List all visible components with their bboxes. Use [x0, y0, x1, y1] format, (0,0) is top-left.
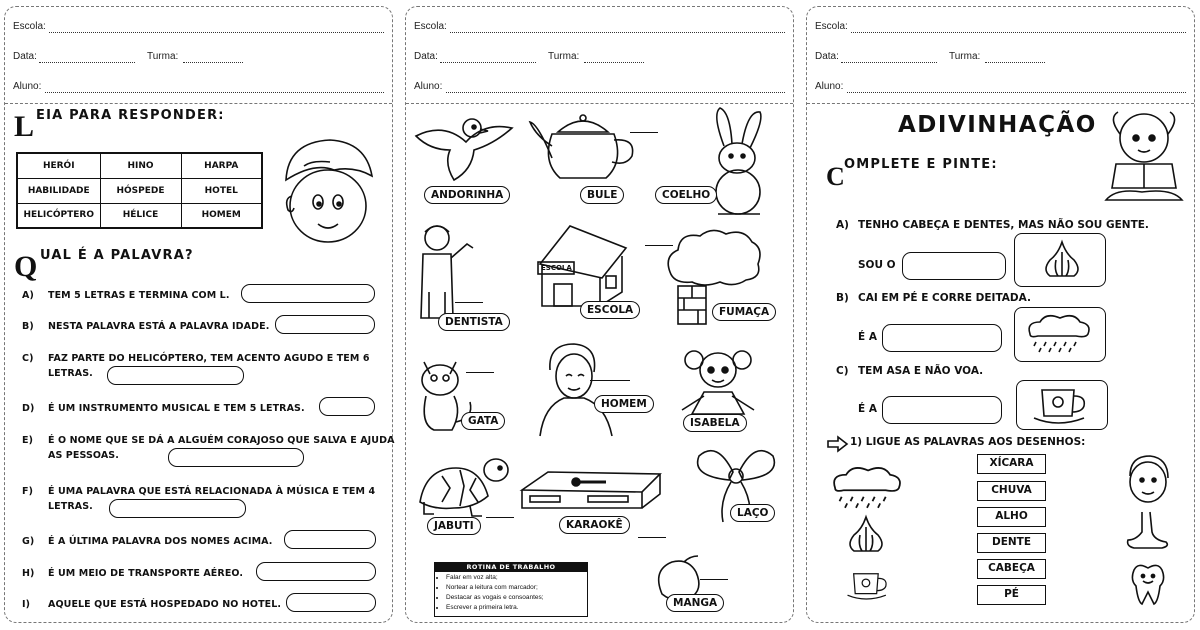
link-word[interactable]: CHUVA	[977, 481, 1046, 501]
class-label: Turma:	[147, 51, 179, 62]
answer-line[interactable]	[645, 245, 673, 246]
routine-item: • Falar em voz alta;	[446, 573, 587, 583]
section-title: OMPLETE E PINTE:	[844, 157, 998, 172]
word-cell: HÓSPEDE	[100, 178, 181, 203]
class-line[interactable]	[183, 62, 243, 63]
label-bule: BULE	[580, 186, 624, 204]
rain-cloud-icon	[830, 466, 904, 510]
riddle-answer-box-b[interactable]	[882, 324, 1002, 352]
student-label: Aluno:	[13, 81, 42, 92]
link-exercise-title: 1) LIGUE AS PALAVRAS AOS DESENHOS:	[850, 436, 1086, 448]
date-label: Data:	[414, 51, 438, 62]
subtitle-initial: C	[826, 162, 845, 191]
label-laco: LAÇO	[730, 504, 775, 522]
link-word[interactable]: PÉ	[977, 585, 1046, 605]
question-text: É O NOME QUE SE DÁ A ALGUÉM CORAJOSO QUE SALVA E AJUDA AS PESSOAS.	[48, 435, 395, 461]
date-line[interactable]	[39, 62, 135, 63]
student-label: Aluno:	[815, 81, 844, 92]
question-text: FAZ PARTE DO HELICÓPTERO, TEM ACENTO AGUDO E TEM 6 LETRAS.	[48, 353, 370, 379]
school-line[interactable]	[450, 32, 785, 33]
answer-box-a[interactable]	[241, 284, 375, 303]
cup-icon	[1032, 386, 1092, 426]
student-line[interactable]	[45, 92, 384, 93]
title-initial: L	[14, 110, 35, 143]
answer-box-f[interactable]	[109, 499, 246, 518]
word-cell: HERÓI	[17, 153, 100, 178]
garlic-icon	[846, 514, 886, 556]
question-text: NESTA PALAVRA ESTÁ A PALAVRA IDADE.	[48, 321, 270, 332]
answer-box-e[interactable]	[168, 448, 304, 467]
word-table	[16, 152, 263, 229]
cup-icon	[846, 568, 892, 604]
answer-line[interactable]	[466, 372, 494, 373]
school-label: Escola:	[815, 21, 848, 32]
link-word[interactable]: ALHO	[977, 507, 1046, 527]
answer-line[interactable]	[638, 537, 666, 538]
answer-line[interactable]	[630, 132, 658, 133]
boy-cap-illustration	[274, 136, 374, 246]
school-label: Escola:	[414, 21, 447, 32]
question-letter: A)	[22, 290, 34, 301]
word-cell: HELICÓPTERO	[17, 203, 100, 228]
link-word[interactable]: CABEÇA	[977, 559, 1046, 579]
label-coelho: COELHO	[655, 186, 717, 204]
student-line[interactable]	[847, 92, 1186, 93]
school-label: Escola:	[13, 21, 46, 32]
routine-item: • Escrever a primeira letra.	[446, 603, 587, 613]
student-line[interactable]	[446, 92, 785, 93]
question-text: É A ÚLTIMA PALAVRA DOS NOMES ACIMA.	[48, 536, 273, 547]
word-cell: HOMEM	[181, 203, 262, 228]
riddle-letter: B)	[836, 292, 849, 304]
school-sign-text: ESCOLA	[541, 264, 572, 272]
garlic-icon	[1042, 240, 1082, 280]
question-letter: C)	[22, 353, 34, 364]
riddle-text: TENHO CABEÇA E DENTES, MAS NÃO SOU GENTE.	[858, 219, 1149, 231]
worksheet-header	[406, 7, 793, 104]
question-letter: F)	[22, 486, 34, 497]
school-line[interactable]	[49, 32, 384, 33]
answer-box-h[interactable]	[256, 562, 376, 581]
word-cell: HABILIDADE	[17, 178, 100, 203]
girl-illustration	[678, 344, 758, 418]
question-letter: I)	[22, 599, 31, 610]
question-text: É UM MEIO DE TRANSPORTE AÉREO.	[48, 568, 244, 579]
answer-line[interactable]	[590, 380, 630, 381]
label-karaoke: KARAOKÊ	[559, 516, 630, 534]
routine-box	[434, 562, 588, 617]
dentist-illustration	[415, 222, 475, 322]
routine-title: ROTINA DE TRABALHO	[435, 563, 587, 572]
teapot-illustration	[528, 112, 638, 182]
arrow-icon	[826, 437, 848, 451]
word-cell: HARPA	[181, 153, 262, 178]
date-line[interactable]	[841, 62, 937, 63]
question-letter: E)	[22, 435, 34, 446]
riddle-prompt: SOU O	[858, 259, 896, 271]
head-icon	[1124, 454, 1172, 506]
link-word[interactable]: XÍCARA	[977, 454, 1046, 474]
answer-box-d[interactable]	[319, 397, 375, 416]
answer-line[interactable]	[700, 579, 728, 580]
question-letter: G)	[22, 536, 35, 547]
date-label: Data:	[815, 51, 839, 62]
question-letter: B)	[22, 321, 34, 332]
answer-line[interactable]	[455, 302, 483, 303]
label-homem: HOMEM	[594, 395, 654, 413]
riddle-letter: C)	[836, 365, 849, 377]
riddle-letter: A)	[836, 219, 849, 231]
rain-cloud-icon	[1026, 314, 1092, 354]
date-line[interactable]	[440, 62, 536, 63]
label-jabuti: JABUTI	[427, 517, 481, 535]
worksheet-header	[807, 7, 1194, 104]
label-manga: MANGA	[666, 594, 724, 612]
word-cell: HÉLICE	[100, 203, 181, 228]
routine-item: • Nortear a leitura com marcador;	[446, 583, 587, 593]
word-cell: HOTEL	[181, 178, 262, 203]
question-text: AQUELE QUE ESTÁ HOSPEDADO NO HOTEL.	[48, 599, 282, 610]
worksheet-header	[5, 7, 392, 104]
class-line[interactable]	[584, 62, 644, 63]
question-letter: D)	[22, 403, 35, 414]
school-line[interactable]	[851, 32, 1186, 33]
label-isabela: ISABELA	[683, 414, 747, 432]
riddle-prompt: É A	[858, 403, 877, 415]
label-dentista: DENTISTA	[438, 313, 510, 331]
karaoke-illustration	[518, 466, 664, 516]
student-label: Aluno:	[414, 81, 443, 92]
swallow-illustration	[414, 114, 514, 184]
answer-line[interactable]	[486, 517, 514, 518]
man-illustration	[536, 340, 616, 436]
label-escola: ESCOLA	[580, 301, 640, 319]
class-line[interactable]	[985, 62, 1045, 63]
class-label: Turma:	[548, 51, 580, 62]
answer-box-i[interactable]	[286, 593, 376, 612]
label-andorinha: ANDORINHA	[424, 186, 510, 204]
answer-box-c[interactable]	[107, 366, 244, 385]
answer-box-g[interactable]	[284, 530, 376, 549]
section-title: UAL É A PALAVRA?	[40, 248, 194, 263]
riddle-prompt: É A	[858, 331, 877, 343]
riddle-answer-box-c[interactable]	[882, 396, 1002, 424]
turtle-illustration	[414, 456, 510, 518]
question-letter: H)	[22, 568, 35, 579]
riddle-answer-box-a[interactable]	[902, 252, 1006, 280]
label-fumaca: FUMAÇA	[712, 303, 776, 321]
class-label: Turma:	[949, 51, 981, 62]
reading-girl-illustration	[1102, 108, 1186, 204]
page-title: ADIVINHAÇÃO	[898, 112, 1097, 138]
label-gata: GATA	[461, 412, 505, 430]
date-label: Data:	[13, 51, 37, 62]
foot-icon	[1124, 510, 1172, 550]
riddle-text: TEM ASA E NÃO VOA.	[858, 365, 984, 377]
subtitle-initial: Q	[14, 250, 38, 283]
link-word[interactable]: DENTE	[977, 533, 1046, 553]
word-cell: HINO	[100, 153, 181, 178]
question-text: TEM 5 LETRAS E TERMINA COM L.	[48, 290, 230, 301]
question-text: É UMA PALAVRA QUE ESTÁ RELACIONADA À MÚSICA E TEM 4 LETRAS.	[48, 486, 376, 512]
question-text: É UM INSTRUMENTO MUSICAL E TEM 5 LETRAS.	[48, 403, 305, 414]
riddle-text: CAI EM PÉ E CORRE DEITADA.	[858, 292, 1031, 304]
answer-box-b[interactable]	[275, 315, 375, 334]
routine-item: • Destacar as vogais e consoantes;	[446, 593, 587, 603]
page-title: EIA PARA RESPONDER:	[36, 108, 225, 123]
tooth-icon	[1128, 562, 1168, 606]
